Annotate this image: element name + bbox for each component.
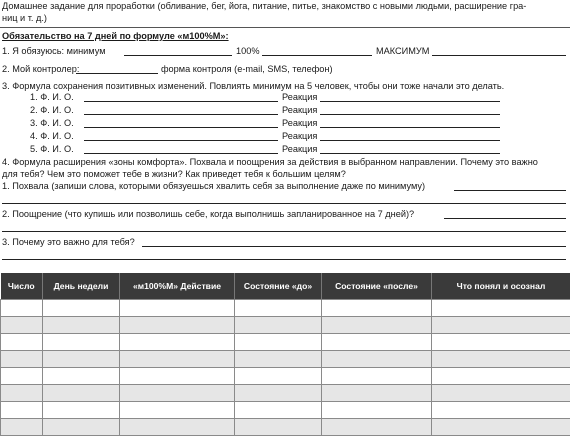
- person-row-1: [30, 92, 74, 104]
- table-cell[interactable]: [1, 419, 43, 436]
- table-cell[interactable]: [432, 300, 570, 317]
- homework-line-1: Домашнее задание для проработки (обливание, бег, йога, питание, питье, знакомство с новыми людьми, расширение гра-: [2, 1, 568, 13]
- table-cell[interactable]: [432, 334, 570, 351]
- table-row: [1, 368, 570, 385]
- person-name-field[interactable]: [84, 140, 278, 141]
- col-header-action: «м100%М» Действие: [120, 273, 235, 300]
- homework-line-2: ниц и т. д.): [2, 13, 568, 25]
- table-cell[interactable]: [1, 300, 43, 317]
- tracking-table: [0, 273, 570, 436]
- person-reaction-label: Реакция: [282, 131, 317, 143]
- person-name-field[interactable]: [84, 153, 278, 154]
- importance-field[interactable]: [142, 246, 566, 247]
- table-cell[interactable]: [1, 385, 43, 402]
- table-cell[interactable]: [432, 351, 570, 368]
- table-cell[interactable]: [120, 334, 235, 351]
- person-reaction-field[interactable]: [320, 153, 500, 154]
- item1-100: 100%: [236, 46, 260, 58]
- table-cell[interactable]: [235, 368, 322, 385]
- table-cell[interactable]: [322, 334, 432, 351]
- table-cell[interactable]: [235, 419, 322, 436]
- table-cell[interactable]: [235, 351, 322, 368]
- minimum-field[interactable]: [124, 55, 232, 56]
- table-cell[interactable]: [43, 385, 120, 402]
- controller-field[interactable]: [76, 73, 158, 74]
- table-cell[interactable]: [322, 351, 432, 368]
- table-cell[interactable]: [322, 419, 432, 436]
- table-header-row: [1, 273, 570, 300]
- person-reaction-field[interactable]: [320, 114, 500, 115]
- item4-line-2: для тебя? Чем это поможет тебе в жизни? Как приведет тебя к большим целям?: [2, 169, 568, 181]
- person-label: 2. Ф. И. О.: [30, 105, 74, 115]
- table-row: [1, 385, 570, 402]
- table-cell[interactable]: [120, 368, 235, 385]
- table-cell[interactable]: [322, 317, 432, 334]
- table-row: [1, 351, 570, 368]
- table-cell[interactable]: [322, 368, 432, 385]
- table-cell[interactable]: [1, 368, 43, 385]
- person-row-2: [30, 105, 74, 117]
- item2-form-label: форма контроля (e-mail, SMS, телефон): [161, 64, 333, 76]
- praise-field[interactable]: [454, 190, 566, 191]
- table-cell[interactable]: [432, 419, 570, 436]
- item2-prefix: 2. Мой контролер:: [2, 64, 79, 76]
- table-cell[interactable]: [120, 351, 235, 368]
- person-reaction-field[interactable]: [320, 101, 500, 102]
- table-row: [1, 402, 570, 419]
- table-cell[interactable]: [43, 317, 120, 334]
- praise-field-line-2[interactable]: [2, 203, 566, 204]
- item4-line-1: 4. Формула расширения «зоны комфорта». Похвала и поощрения за действия в выбранном направлении. Почему это важно: [2, 157, 568, 169]
- person-reaction-label: Реакция: [282, 144, 317, 156]
- table-cell[interactable]: [43, 334, 120, 351]
- col-header-weekday: День недели: [43, 273, 120, 300]
- table-cell[interactable]: [322, 385, 432, 402]
- table-cell[interactable]: [43, 419, 120, 436]
- table-cell[interactable]: [1, 334, 43, 351]
- table-cell[interactable]: [120, 317, 235, 334]
- person-row-3: [30, 118, 74, 130]
- table-cell[interactable]: [432, 317, 570, 334]
- person-reaction-label: Реакция: [282, 92, 317, 104]
- table-cell[interactable]: [235, 385, 322, 402]
- table-cell[interactable]: [432, 385, 570, 402]
- item1-max: МАКСИМУМ: [376, 46, 429, 58]
- col-header-state-before: Состояние «до»: [235, 273, 322, 300]
- table-row: [1, 334, 570, 351]
- item1-prefix: 1. Я обязуюсь: минимум: [2, 46, 106, 58]
- person-reaction-field[interactable]: [320, 140, 500, 141]
- table-row: [1, 317, 570, 334]
- table-cell[interactable]: [120, 402, 235, 419]
- table-cell[interactable]: [235, 317, 322, 334]
- item3-text: 3. Формула сохранения позитивных изменений. Повлиять минимум на 5 человек, чтобы они тоже начали это делать.: [2, 81, 504, 93]
- section-divider: [0, 27, 570, 28]
- table-cell[interactable]: [120, 385, 235, 402]
- table-cell[interactable]: [120, 419, 235, 436]
- table-cell[interactable]: [432, 402, 570, 419]
- table-cell[interactable]: [235, 334, 322, 351]
- table-cell[interactable]: [1, 402, 43, 419]
- table-cell[interactable]: [43, 300, 120, 317]
- col-header-state-after: Состояние «после»: [322, 273, 432, 300]
- person-reaction-label: Реакция: [282, 118, 317, 130]
- item4-text: [2, 157, 568, 180]
- person-label: 5. Ф. И. О.: [30, 144, 74, 154]
- person-name-field[interactable]: [84, 114, 278, 115]
- table-cell[interactable]: [322, 300, 432, 317]
- maximum-field[interactable]: [432, 55, 566, 56]
- person-name-field[interactable]: [84, 127, 278, 128]
- table-row: [1, 419, 570, 436]
- praise-question: 1. Похвала (запиши слова, которыми обязуешься хвалить себя за выполнение даже по минимуму): [2, 181, 425, 193]
- person-row-5: [30, 144, 74, 156]
- hundred-percent-field[interactable]: [262, 55, 372, 56]
- table-cell[interactable]: [43, 368, 120, 385]
- person-row-4: [30, 131, 74, 143]
- person-label: 1. Ф. И. О.: [30, 92, 74, 102]
- importance-field-line-2[interactable]: [2, 259, 566, 260]
- reward-field-line-2[interactable]: [2, 231, 566, 232]
- person-name-field[interactable]: [84, 101, 278, 102]
- person-label: 4. Ф. И. О.: [30, 131, 74, 141]
- table-cell[interactable]: [1, 317, 43, 334]
- table-cell[interactable]: [322, 402, 432, 419]
- importance-question: 3. Почему это важно для тебя?: [2, 237, 135, 249]
- reward-field[interactable]: [444, 218, 566, 219]
- obligation-title: Обязательство на 7 дней по формуле «м100%М»:: [2, 31, 229, 43]
- table-cell[interactable]: [43, 402, 120, 419]
- col-header-date: Число: [1, 273, 43, 300]
- table-cell[interactable]: [235, 402, 322, 419]
- table-cell[interactable]: [1, 351, 43, 368]
- table-cell[interactable]: [43, 351, 120, 368]
- col-header-insights: Что понял и осознал: [432, 273, 570, 300]
- reward-question: 2. Поощрение (что купишь или позволишь себе, когда выполнишь запланированное на 7 дней)?: [2, 209, 414, 221]
- table-cell[interactable]: [432, 368, 570, 385]
- homework-text: [2, 1, 568, 24]
- person-reaction-field[interactable]: [320, 127, 500, 128]
- table-cell[interactable]: [120, 300, 235, 317]
- table-cell[interactable]: [235, 300, 322, 317]
- person-reaction-label: Реакция: [282, 105, 317, 117]
- table-row: [1, 300, 570, 317]
- person-label: 3. Ф. И. О.: [30, 118, 74, 128]
